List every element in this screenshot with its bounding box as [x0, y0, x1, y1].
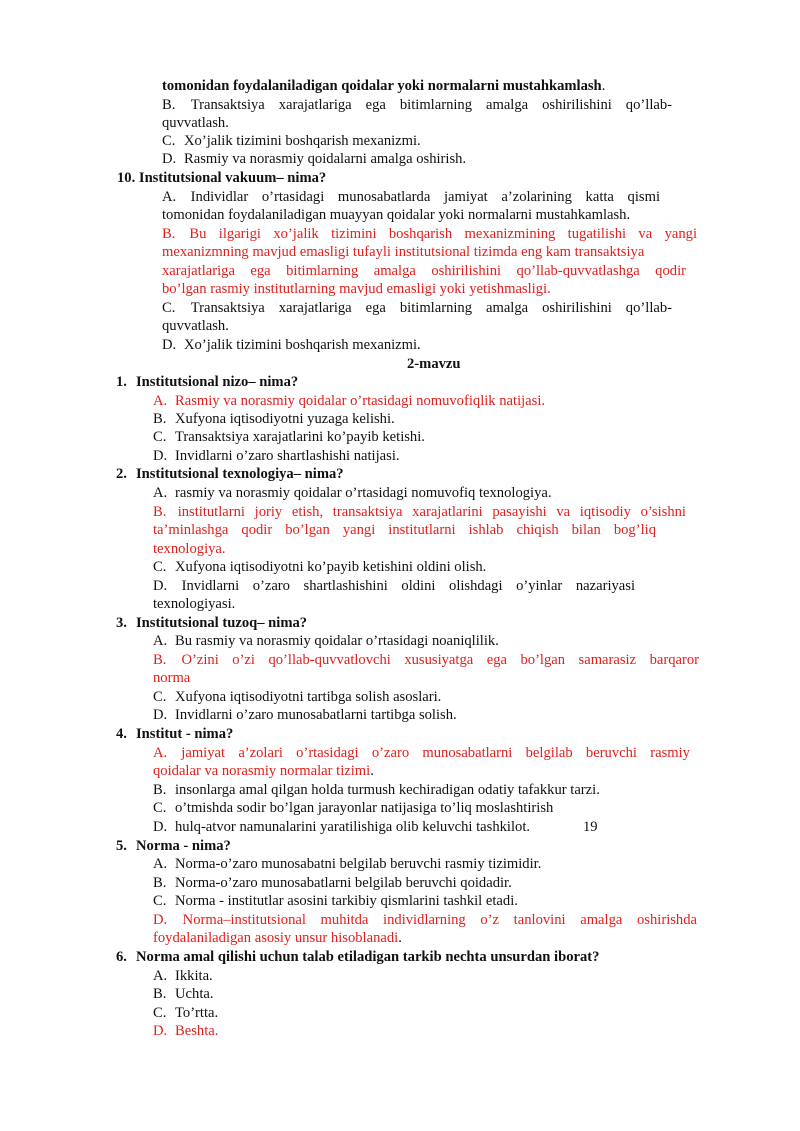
option-text: Norma-o’zaro munosabatni belgilab beruvchi rasmiy tizimidir. — [175, 856, 542, 872]
option-label: A. — [153, 633, 168, 649]
option-label: A. — [153, 393, 168, 409]
option-period: . — [398, 930, 402, 946]
question-number: 2. — [116, 466, 127, 482]
q3-option-d — [153, 706, 457, 724]
q6-option-d — [153, 1022, 218, 1040]
option-label: B. — [153, 782, 167, 798]
option-label: A. — [153, 485, 168, 501]
q3-option-a — [153, 632, 499, 650]
q10-option-b-line4: bo’lgan rasmiy institutlarning mavjud emasligi yoki yetishmasligi. — [162, 281, 551, 297]
top-option-d — [162, 150, 466, 168]
question-number: 6. — [116, 949, 127, 965]
q4-option-a-line1 — [153, 744, 690, 762]
option-label: A. — [162, 189, 177, 205]
option-label: D. — [162, 151, 177, 167]
question-number: 5. — [116, 838, 127, 854]
q2-option-a — [153, 484, 552, 502]
option-label: D. — [162, 337, 177, 353]
option-text: O’zini o’zi qo’llab-quvvatlovchi xususiyatga ega bo’lgan samarasiz barqaror — [181, 652, 699, 668]
question-1-title — [116, 373, 298, 391]
option-text: Uchta. — [175, 986, 214, 1002]
option-text: Invidlarni o’zaro shartlashishi natijasi. — [175, 448, 400, 464]
q6-option-a — [153, 967, 213, 985]
q5-option-d-line2 — [153, 929, 402, 947]
option-text: Transaktsiya xarajatlariga ega bitimlarning amalga oshirilishini qo’llab- — [190, 97, 673, 113]
option-label: B. — [153, 986, 167, 1002]
option-text: To’rtta. — [175, 1005, 219, 1021]
q6-option-c — [153, 1004, 218, 1022]
q5-option-b — [153, 874, 512, 892]
q4-option-d — [153, 818, 530, 836]
q2-option-d-line1 — [153, 577, 635, 595]
question-5-title — [116, 837, 231, 855]
q4-option-b — [153, 781, 600, 799]
q10-option-c-line2: quvvatlash. — [162, 318, 229, 334]
option-label: C. — [153, 893, 167, 909]
top-option-b-line2: quvvatlash. — [162, 115, 229, 131]
option-label: C. — [153, 800, 167, 816]
q5-option-a — [153, 855, 541, 873]
option-label: A. — [153, 745, 168, 761]
q5-option-d-line1 — [153, 911, 697, 929]
question-text: Institut - nima? — [136, 726, 234, 742]
page-number: 19 — [583, 819, 598, 835]
option-label: B. — [153, 652, 167, 668]
q1-option-c — [153, 428, 425, 446]
option-text: Ikkita. — [175, 968, 213, 984]
option-label: C. — [153, 689, 167, 705]
option-text: Transaktsiya xarajatlarini ko’payib ketishi. — [175, 429, 425, 445]
q3-option-c — [153, 688, 441, 706]
top-a-text: tomonidan foydalaniladigan qoidalar yoki normalarni mustahkamlash — [162, 78, 602, 94]
option-label: B. — [162, 97, 176, 113]
option-label: B. — [162, 226, 176, 242]
question-3-title — [116, 614, 307, 632]
q4-option-a-line2 — [153, 762, 374, 780]
option-label: A. — [153, 856, 168, 872]
q2-option-b-line3: texnologiya. — [153, 541, 226, 557]
question-number: 1. — [116, 374, 127, 390]
option-text: Individlar o’rtasidagi munosabatlarda jamiyat a’zolarining katta qismi — [190, 189, 660, 205]
q10-option-a-line2: tomonidan foydalaniladigan muayyan qoidalar yoki normalarni mustahkamlash. — [162, 207, 631, 223]
option-text: o’tmishda sodir bo’lgan jarayonlar natijasiga to’liq moslashtirish — [175, 800, 554, 816]
q10-option-b-line2: mexanizmning mavjud emasligi tufayli institutsional tizimda eng kam transaktsiya — [162, 244, 645, 260]
q5-option-c — [153, 892, 518, 910]
option-label: D. — [153, 819, 168, 835]
question-2-title — [116, 465, 344, 483]
q3-option-b-line1 — [153, 651, 699, 669]
q2-option-b-line1 — [153, 503, 686, 521]
option-label: D. — [153, 1023, 168, 1039]
question-number: 3. — [116, 615, 127, 631]
top-option-b-line1 — [162, 96, 672, 114]
option-period: . — [370, 763, 374, 779]
option-text: jamiyat a’zolari o’rtasidagi o’zaro munosabatlarni belgilab beruvchi rasmiy — [181, 745, 690, 761]
q1-option-d — [153, 447, 400, 465]
option-text: foydalaniladigan asosiy unsur hisoblanadi — [153, 930, 399, 946]
q10-option-b-line3: xarajatlariga ega bitimlarning amalga oshirilishini qo’llab-quvvatlashga qodir — [162, 263, 686, 279]
q4-option-c — [153, 799, 553, 817]
q10-option-c-line1 — [162, 299, 672, 317]
option-text: Norma - institutlar asosini tarkibiy qismlarini tashkil etadi. — [175, 893, 518, 909]
question-number: 4. — [116, 726, 127, 742]
option-text: Xufyona iqtisodiyotni tartibga solish asoslari. — [175, 689, 442, 705]
q3-option-b-line2: norma — [153, 670, 191, 686]
option-label: C. — [162, 300, 176, 316]
option-label: D. — [153, 707, 168, 723]
option-text: Xo’jalik tizimini boshqarish mexanizmi. — [184, 337, 421, 353]
option-label: D. — [153, 912, 168, 928]
q2-option-b-line2: ta’minlashga qodir bo’lgan yangi institutlarni ishlab chiqish bilan bog’liq — [153, 522, 656, 538]
question-6-title — [116, 948, 599, 966]
option-text: Rasmiy va norasmiy qoidalar o’rtasidagi nomuvofiqlik natijasi. — [175, 393, 546, 409]
section-title: 2-mavzu — [407, 356, 461, 372]
option-text: Beshta. — [175, 1023, 219, 1039]
top-a-continuation — [162, 77, 605, 95]
option-text: insonlarga amal qilgan holda turmush kechiradigan odatiy tafakkur tarzi. — [175, 782, 600, 798]
option-label: D. — [153, 578, 168, 594]
option-text: Xo’jalik tizimini boshqarish mexanizmi. — [184, 133, 421, 149]
option-text: Rasmiy va norasmiy qoidalarni amalga oshirish. — [184, 151, 467, 167]
option-label: C. — [153, 429, 167, 445]
q2-option-d-line2: texnologiyasi. — [153, 596, 236, 612]
option-text: Bu rasmiy va norasmiy qoidalar o’rtasidagi noaniqlilik. — [175, 633, 499, 649]
option-text: hulq-atvor namunalarini yaratilishiga olib keluvchi tashkilot. — [175, 819, 531, 835]
option-text: Norma-o’zaro munosabatlarni belgilab beruvchi qoidadir. — [175, 875, 512, 891]
question-text: Institutsional nizo– nima? — [136, 374, 299, 390]
q1-option-b — [153, 410, 395, 428]
option-label: C. — [153, 1005, 167, 1021]
question-text: Institutsional tuzoq– nima? — [136, 615, 308, 631]
option-text: Invidlarni o’zaro shartlashishini oldini olishdagi o’yinlar nazariyasi — [181, 578, 636, 594]
question-text: Institutsional texnologiya– nima? — [136, 466, 344, 482]
option-text: Xufyona iqtisodiyotni ko’payib ketishini oldini olish. — [175, 559, 487, 575]
option-text: qoidalar va norasmiy normalar tizimi — [153, 763, 371, 779]
option-text: Norma–institutsional muhitda individlarning o’z tanlovini amalga oshirishda — [182, 912, 698, 928]
option-text: Invidlarni o’zaro munosabatlarni tartibga solish. — [175, 707, 457, 723]
q10-option-a-line1 — [162, 188, 660, 206]
top-option-c — [162, 132, 421, 150]
option-label: A. — [153, 968, 168, 984]
option-text: rasmiy va norasmiy qoidalar o’rtasidagi nomuvofiq texnologiya. — [175, 485, 552, 501]
q10-option-b-line1 — [162, 225, 697, 243]
option-label: B. — [153, 875, 167, 891]
question-4-title — [116, 725, 233, 743]
option-label: C. — [162, 133, 176, 149]
question-text: Norma - nima? — [136, 838, 231, 854]
option-text: institutlarni joriy etish, transaktsiya xarajatlarini pasayishi va iqtisodiy o’sishni — [177, 504, 686, 520]
option-label: B. — [153, 411, 167, 427]
option-text: Bu ilgarigi xo’jalik tizimini boshqarish mexanizmining tugatilishi va yangi — [189, 226, 698, 242]
question-text: Norma amal qilishi uchun talab etiladigan tarkib nechta unsurdan iborat? — [136, 949, 600, 965]
top-a-period: . — [601, 78, 606, 94]
option-text: Xufyona iqtisodiyotni yuzaga kelishi. — [175, 411, 395, 427]
q6-option-b — [153, 985, 214, 1003]
q1-option-a — [153, 392, 545, 410]
option-label: B. — [153, 504, 167, 520]
option-text: Transaktsiya xarajatlariga ega bitimlarning amalga oshirilishini qo’llab- — [190, 300, 673, 316]
option-label: D. — [153, 448, 168, 464]
question-10-title: 10. Institutsional vakuum– nima? — [117, 170, 327, 186]
option-label: C. — [153, 559, 167, 575]
q10-option-d — [162, 336, 421, 354]
q2-option-c — [153, 558, 486, 576]
